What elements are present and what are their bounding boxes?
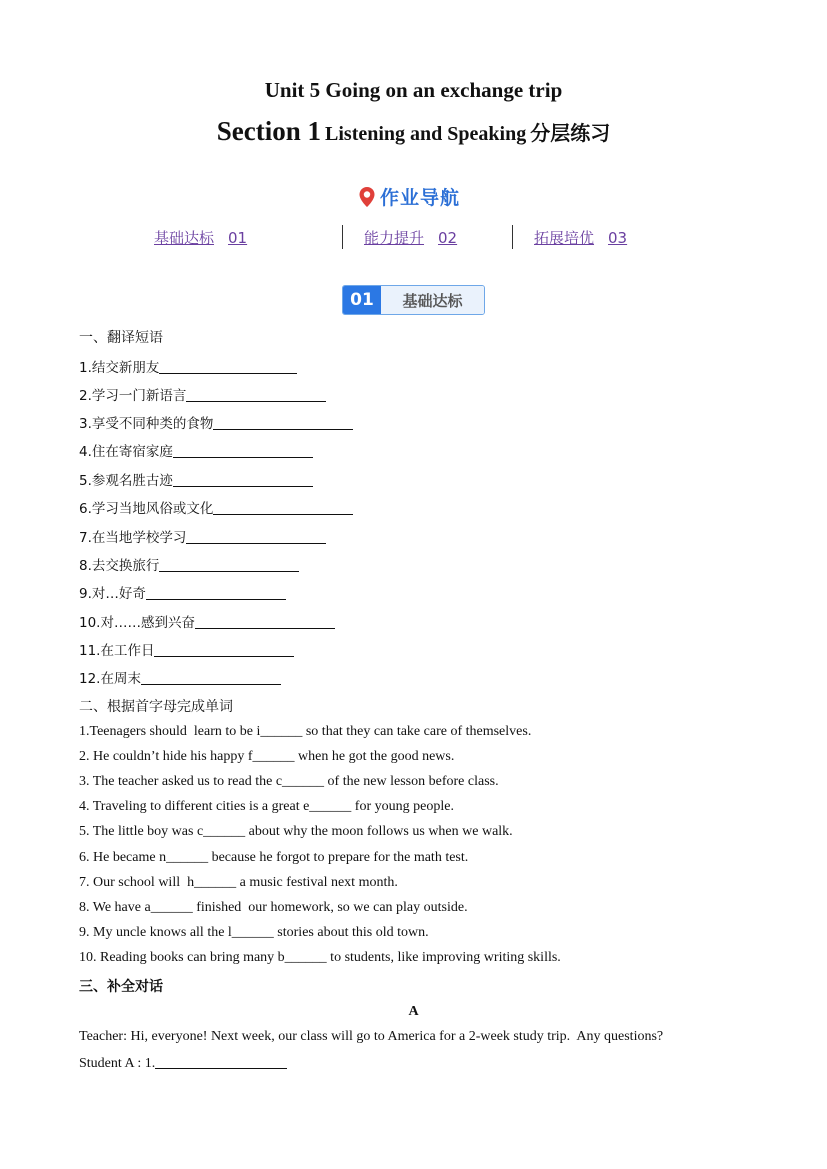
- phrase-item: 2.学习一门新语言: [79, 384, 326, 404]
- part1-heading: 一、翻译短语: [79, 330, 163, 346]
- answer-blank[interactable]: [195, 614, 335, 629]
- badge-label: 基础达标: [381, 286, 484, 314]
- nav-link-num: 01: [228, 229, 248, 247]
- answer-blank[interactable]: [173, 443, 313, 458]
- question-item: 2. He couldn’t hide his happy f______ when he got the good news.: [79, 749, 455, 764]
- phrase-item: 7.在当地学校学习: [79, 526, 326, 546]
- question-item: 10. Reading books can bring many b______ to students, like improving writing skills.: [79, 950, 561, 965]
- section-badge: [342, 285, 485, 315]
- answer-blank[interactable]: [213, 415, 353, 430]
- section-subtitle: Listening and Speaking: [325, 123, 527, 145]
- question-item: 7. Our school will h______ a music festival next month.: [79, 875, 398, 890]
- nav-link-num: 02: [438, 229, 458, 247]
- phrase-item: 4.住在寄宿家庭: [79, 440, 313, 460]
- nav-link-advanced[interactable]: [534, 227, 627, 248]
- answer-blank[interactable]: [141, 670, 281, 685]
- nav-link-num: 03: [608, 229, 628, 247]
- nav-link-improve[interactable]: [364, 227, 457, 248]
- answer-blank[interactable]: [186, 387, 326, 402]
- answer-blank[interactable]: [213, 500, 353, 515]
- question-item: 4. Traveling to different cities is a great e______ for young people.: [79, 799, 454, 814]
- question-item: 1.Teenagers should learn to be i______ so that they can take care of themselves.: [79, 724, 532, 739]
- nav-link-basic[interactable]: [154, 227, 247, 248]
- dialogue-label: A: [408, 1004, 419, 1019]
- phrase-item: 6.学习当地风俗或文化: [79, 497, 353, 517]
- question-item: 3. The teacher asked us to read the c______ of the new lesson before class.: [79, 774, 499, 789]
- section-title: [0, 116, 827, 147]
- section-number: Section 1: [216, 116, 322, 146]
- phrase-item: 5.参观名胜古迹: [79, 469, 313, 489]
- dialogue-student-line: Student A : 1.: [79, 1054, 287, 1072]
- answer-blank[interactable]: [159, 359, 297, 374]
- part2-heading: 二、根据首字母完成单词: [79, 699, 233, 715]
- question-item: 6. He became n______ because he forgot to prepare for the math test.: [79, 850, 469, 865]
- nav-divider: [342, 225, 343, 249]
- question-item: 8. We have a______ finished our homework, so we can play outside.: [79, 900, 468, 915]
- answer-blank[interactable]: [173, 472, 313, 487]
- phrase-item: 10.对……感到兴奋: [79, 611, 335, 631]
- answer-blank[interactable]: [155, 1054, 287, 1069]
- nav-heading-text: 作业导航: [380, 187, 461, 209]
- nav-link-label: 拓展培优: [534, 229, 595, 247]
- phrase-item: 1.结交新朋友: [79, 356, 297, 376]
- phrase-item: 3.享受不同种类的食物: [79, 412, 353, 432]
- question-item: 9. My uncle knows all the l______ stories about this old town.: [79, 925, 429, 940]
- page-title: Unit 5 Going on an exchange trip: [264, 78, 563, 102]
- answer-blank[interactable]: [154, 642, 294, 657]
- phrase-item: 8.去交换旅行: [79, 554, 299, 574]
- answer-blank[interactable]: [159, 557, 299, 572]
- phrase-item: 11.在工作日: [79, 639, 294, 659]
- phrase-item: 9.对…好奇: [79, 582, 286, 602]
- answer-blank[interactable]: [186, 529, 326, 544]
- location-pin-icon: [358, 186, 376, 208]
- phrase-item: 12.在周末: [79, 667, 281, 687]
- dialogue-teacher-line: Teacher: Hi, everyone! Next week, our class will go to America for a 2-week study trip. Any questions?: [79, 1029, 664, 1044]
- nav-divider: [512, 225, 513, 249]
- homework-nav-heading: [358, 183, 460, 210]
- badge-number: 01: [343, 286, 381, 314]
- nav-link-label: 基础达标: [154, 229, 215, 247]
- answer-blank[interactable]: [146, 585, 286, 600]
- nav-link-label: 能力提升: [364, 229, 425, 247]
- section-subtitle-cn: 分层练习: [530, 121, 611, 145]
- question-item: 5. The little boy was c______ about why the moon follows us when we walk.: [79, 824, 513, 839]
- part3-heading: 三、补全对话: [79, 979, 163, 995]
